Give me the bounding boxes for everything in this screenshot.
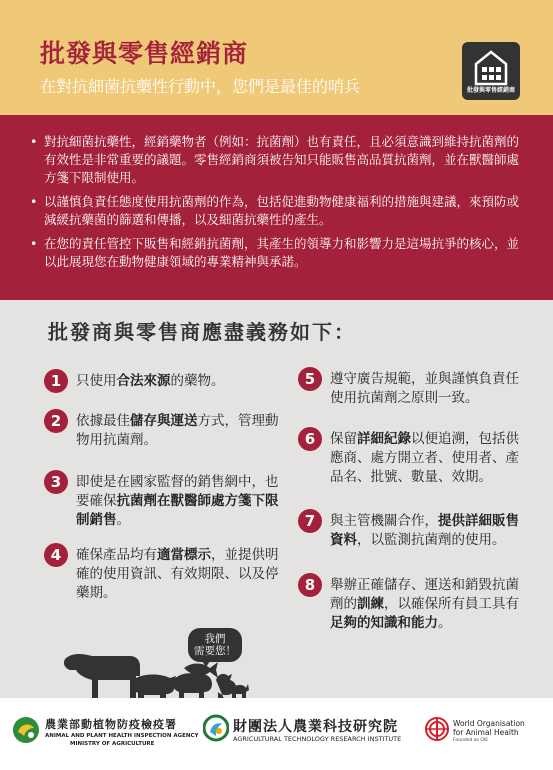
woah-name-line2: for Animal Health — [453, 728, 519, 737]
aphia-logo-icon — [12, 716, 40, 744]
intro-band — [0, 115, 553, 300]
aphia-name-en: ANIMAL AND PLANT HEALTH INSPECTION AGENCY — [45, 733, 199, 739]
bubble-line: 需要您！ — [194, 645, 236, 657]
badge-label: 批發與零售經銷商 — [466, 87, 515, 94]
duty-number: 6 — [298, 427, 322, 451]
duty-number: 5 — [298, 367, 322, 391]
category-badge — [462, 42, 520, 100]
building-icon — [473, 48, 509, 86]
duty-number: 1 — [44, 369, 68, 393]
page-subtitle: 在對抗細菌抗藥性行動中，您們是最佳的哨兵 — [40, 77, 361, 96]
intro-bullet: • 以謹慎負責任態度使用抗菌劑的作為，包括促進動物健康福利的措施與建議，來預防或減緩抗藥菌的篩選和傳播，以及細菌抗藥性的產生。 — [30, 193, 529, 229]
atri-logo-icon — [203, 714, 229, 742]
woah-logo-icon — [424, 715, 450, 743]
duty-number: 3 — [44, 470, 68, 494]
section-title: 批發商與零售商應盡義務如下： — [48, 320, 356, 344]
intro-list — [30, 133, 529, 271]
duty-text: 即使是在國家監督的銷售網中，也要確保抗菌劑在獸醫師處方箋下限制銷售。 — [76, 474, 279, 528]
duty-text: 保留詳細紀錄以便追溯，包括供應商、處方開立者、使用者、產品名、批號、數量、效期。 — [330, 431, 519, 485]
page-title: 批發與零售經銷商 — [40, 39, 249, 68]
duty-text: 舉辦正確儲存、運送和銷毀抗菌劑的訓練，以確保所有員工具有足夠的知識和能力。 — [330, 577, 519, 631]
intro-bullet: • 在您的責任管控下販售和經銷抗菌劑，其產生的領導力和影響力是這場抗爭的核心，並以此展現您在動物健康領域的專業精神與承諾。 — [30, 235, 529, 271]
duty-number: 2 — [44, 409, 68, 433]
duty-text: 與主管機關合作，提供詳細販售資料，以監測抗菌劑的使用。 — [330, 513, 519, 548]
woah-name-line1: World Organisation — [453, 719, 525, 728]
duty-number: 8 — [298, 573, 322, 597]
aphia-name-zh: 農業部動植物防疫檢疫署 — [45, 718, 177, 731]
ministry-name-en: MINISTRY OF AGRICULTURE — [70, 741, 155, 747]
duty-text: 遵守廣告規範，並與謹慎負責任使用抗菌劑之原則一致。 — [330, 371, 519, 406]
bubble-line: 我們 — [204, 633, 226, 645]
atri-name-en: AGRICULTURAL TECHNOLOGY RESEARCH INSTITUTE — [233, 735, 402, 743]
woah-name-line3: Founded as OIE — [453, 738, 489, 743]
intro-bullet: • 對抗細菌抗藥性，經銷藥物者（例如：抗菌劑）也有責任，且必須意識到維持抗菌劑的有效性是非常重要的議題。零售經銷商須被告知只能販售高品質抗菌劑，並在獸醫師處方箋下限制使用。 — [30, 133, 529, 187]
duty-text: 只使用合法來源的藥物。 — [76, 373, 225, 389]
duty-number: 7 — [298, 509, 322, 533]
duty-text: 依據最佳儲存與運送方式，管理動物用抗菌劑。 — [76, 413, 279, 448]
animals-silhouette-icon — [60, 644, 250, 700]
duty-text: 確保產品均有適當標示，並提供明確的使用資訊、有效期限、以及停藥期。 — [76, 547, 279, 601]
atri-name-zh: 財團法人農業科技研究院 — [233, 719, 398, 735]
duty-number: 4 — [44, 543, 68, 567]
